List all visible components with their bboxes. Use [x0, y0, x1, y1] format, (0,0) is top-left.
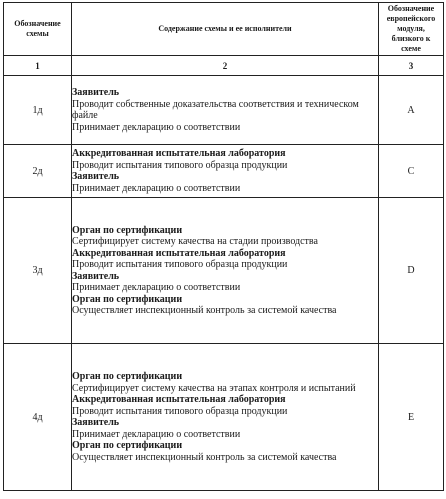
executor-entry — [72, 294, 378, 317]
table-row — [4, 76, 444, 145]
executor-entry — [72, 171, 378, 194]
executor-entry — [72, 271, 378, 294]
executor-action: Осуществляет инспекционный контроль за системой качества — [72, 451, 337, 463]
executor-entry — [72, 440, 378, 463]
executor-action: Сертифицирует систему качества на стадии производства — [72, 236, 318, 247]
scheme-content — [72, 198, 379, 344]
table-row — [4, 145, 444, 198]
executor-role: Заявитель — [72, 171, 120, 182]
executor-action: Проводит испытания типового образца продукции — [72, 405, 288, 417]
executor-action: Проводит испытания типового образца продукции — [72, 159, 288, 171]
executor-role: Аккредитованная испытательная лаборатория — [72, 247, 286, 259]
executor-action: Принимает декларацию о соответствии — [72, 282, 241, 293]
european-module: C — [379, 145, 444, 198]
header-scheme-content: Содержание схемы и ее исполнители — [72, 3, 379, 56]
executor-role: Орган по сертификации — [72, 224, 183, 236]
executor-role: Аккредитованная испытательная лаборатория — [72, 148, 286, 159]
executor-role: Орган по сертификации — [72, 293, 183, 305]
executor-entry — [72, 87, 378, 133]
executor-action: Принимает декларацию о соответствии — [72, 121, 241, 133]
certification-schemes-table — [3, 2, 444, 491]
executor-role: Заявитель — [72, 270, 120, 282]
executor-entry — [72, 417, 378, 440]
executor-entry — [72, 248, 378, 271]
column-number: 3 — [379, 56, 444, 76]
executor-role: Заявитель — [72, 417, 120, 428]
table-header-row — [4, 3, 444, 56]
executor-entry — [72, 148, 378, 171]
executor-role: Аккредитованная испытательная лаборатория — [72, 394, 286, 405]
column-number-row — [4, 56, 444, 76]
executor-role: Орган по сертификации — [72, 371, 183, 382]
scheme-content — [72, 344, 379, 491]
executor-role: Заявитель — [72, 87, 120, 98]
executor-action: Проводит испытания типового образца продукции — [72, 259, 288, 270]
table-row — [4, 344, 444, 491]
table-row — [4, 198, 444, 344]
european-module: D — [379, 198, 444, 344]
european-module: E — [379, 344, 444, 491]
column-number: 2 — [72, 56, 379, 76]
scheme-code: 3д — [4, 198, 72, 344]
executor-entry — [72, 371, 378, 394]
executor-entry — [72, 225, 378, 248]
scheme-code: 2д — [4, 145, 72, 198]
executor-action: Принимает декларацию о соответствии — [72, 428, 241, 440]
header-scheme-code: Обозначение схемы — [4, 3, 72, 56]
scheme-code: 1д — [4, 76, 72, 145]
executor-role: Орган по сертификации — [72, 440, 183, 451]
scheme-content — [72, 76, 379, 145]
executor-action: Сертифицирует систему качества на этапах контроля и испытаний — [72, 382, 356, 394]
scheme-content — [72, 145, 379, 198]
column-number: 1 — [4, 56, 72, 76]
executor-action: Осуществляет инспекционный контроль за системой качества — [72, 305, 337, 316]
executor-action: Принимает декларацию о соответствии — [72, 182, 241, 194]
scheme-code: 4д — [4, 344, 72, 491]
european-module: A — [379, 76, 444, 145]
header-european-module: Обозначение европейского модуля, близкого к схеме — [379, 3, 444, 56]
executor-entry — [72, 394, 378, 417]
executor-action: Проводит собственные доказательства соответствия и техническом файле — [72, 98, 359, 121]
